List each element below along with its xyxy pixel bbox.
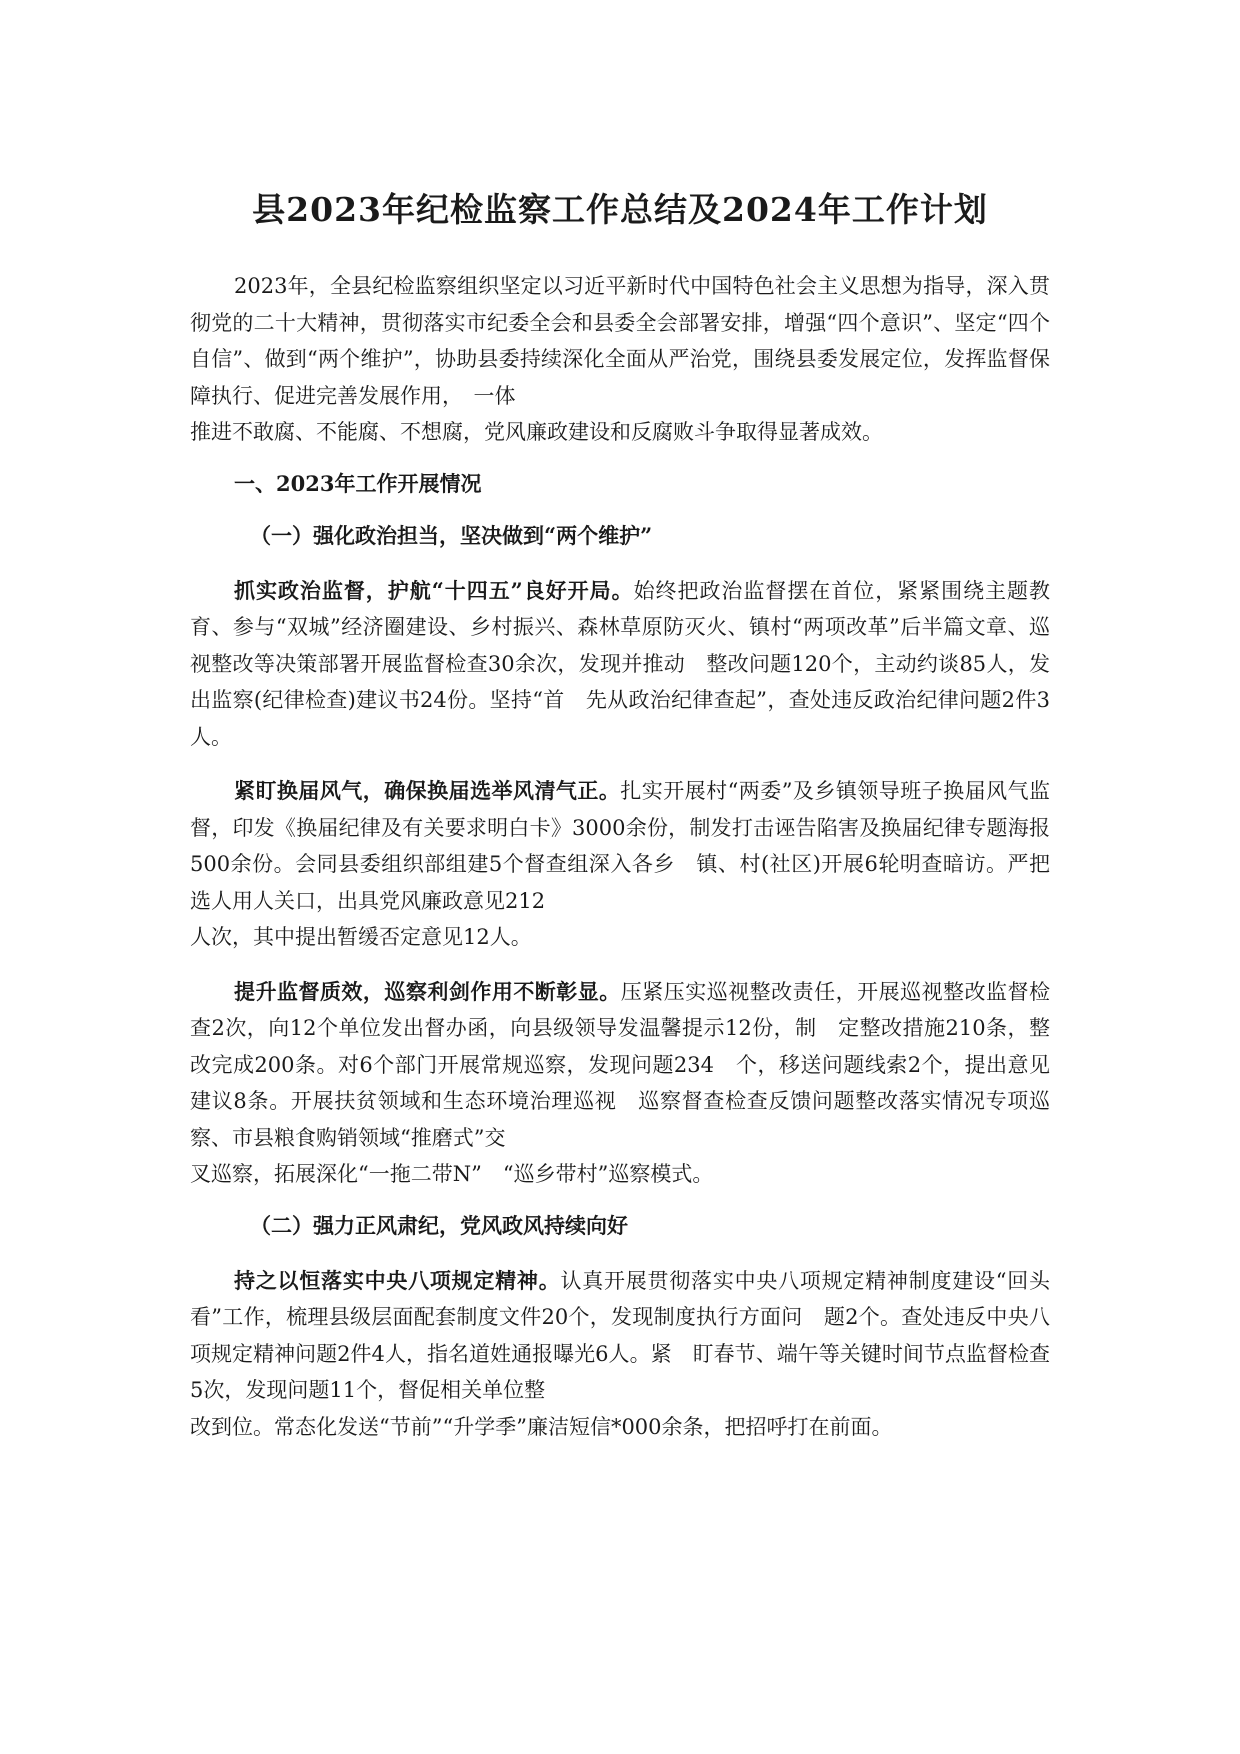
paragraph-lead: 抓实政治监督，护航“十四五”良好开局。	[234, 577, 634, 603]
intro-text-continued: 推进不敢腐、不能腐、不想腐，党风廉政建设和反腐败斗争取得显著成效。	[190, 420, 883, 444]
subsection-heading-2: （二）强力正风肃纪，党风政风持续向好	[250, 1212, 628, 1238]
subsection-heading-1: （一）强化政治担当，坚决做到“两个维护”	[250, 522, 653, 548]
section-heading-1: 一、2023年工作开展情况	[234, 470, 482, 496]
paragraph-body: 压紧压实巡视整改责任，开展巡视整改监督检查2次，向12个单位发出督办函，向县级领导发温馨提示12份，制 定整改措施210条，整改完成200条。对6个部门开展常规巡察，发现问题234 个，移送问题线索2个，提出意见建议8条。开展扶贫领域和生态环境治理巡视 巡察督查检查反馈问题整改落实情况专项巡察、市县粮食购销领域“推磨式”交	[190, 979, 1051, 1150]
document-title: 县2023年纪检监察工作总结及2024年工作计划	[252, 190, 988, 229]
intro-paragraph	[190, 268, 1050, 451]
paragraph-lead: 提升监督质效，巡察利剑作用不断彰显。	[234, 978, 621, 1004]
paragraph-body: 扎实开展村“两委”及乡镇领导班子换届风气监督，印发《换届纪律及有关要求明白卡》3000余份，制发打击诬告陷害及换届纪律专题海报500余份。会同县委组织部组建5个督查组深入各乡 镇、村(社区)开展6轮明查暗访。严把选人用人关口，出具党风廉政意见212	[190, 779, 1050, 913]
paragraph-body: 始终把政治监督摆在首位，紧紧围绕主题教育、参与“双城”经济圈建设、乡村振兴、森林草原防灭火、镇村“两项改革”后半篇文章、巡视整改等决策部署开展监督检查30余次，发现并推动 整改问题120个，主动约谈85人，发出监察(纪律检查)建议书24份。坚持“首 先从政治纪律查起”，查处违反政治纪律问题2件3人。	[190, 578, 1050, 749]
intro-text: 2023年，全县纪检监察组织坚定以习近平新时代中国特色社会主义思想为指导，深入贯彻党的二十大精神，贯彻落实市纪委全会和县委全会部署安排，增强“四个意识”、坚定“四个自信”、做到“两个维护”，协助县委持续深化全面从严治党，围绕县委发展定位，发挥监督保障执行、促进完善发展作用， 一体	[190, 274, 1050, 408]
paragraph-inspection	[190, 974, 1050, 1193]
paragraph-lead: 持之以恒落实中央八项规定精神。	[234, 1267, 561, 1293]
paragraph-body-continued: 改到位。常态化发送“节前”“升学季”廉洁短信*000余条，把招呼打在前面。	[190, 1414, 893, 1439]
paragraph-body-continued: 人次，其中提出暂缓否定意见12人。	[190, 925, 532, 949]
paragraph-body-continued: 叉巡察，拓展深化“一拖二带N” “巡乡带村”巡察模式。	[190, 1162, 714, 1186]
paragraph-lead: 紧盯换届风气，确保换届选举风清气正。	[234, 778, 621, 803]
paragraph-body: 认真开展贯彻落实中央八项规定精神制度建设“回头看”工作，梳理县级层面配套制度文件20个，发现制度执行方面问 题2个。查处违反中央八项规定精神问题2件4人，指名道姓通报曝光6人。紧 盯春节、端午等关键时间节点监督检查5次，发现问题11个，督促相关单位整	[190, 1268, 1051, 1402]
document-page	[190, 188, 1050, 1463]
paragraph-election-supervision	[190, 773, 1050, 956]
paragraph-political-supervision	[190, 573, 1050, 756]
paragraph-eight-rules	[190, 1263, 1050, 1446]
